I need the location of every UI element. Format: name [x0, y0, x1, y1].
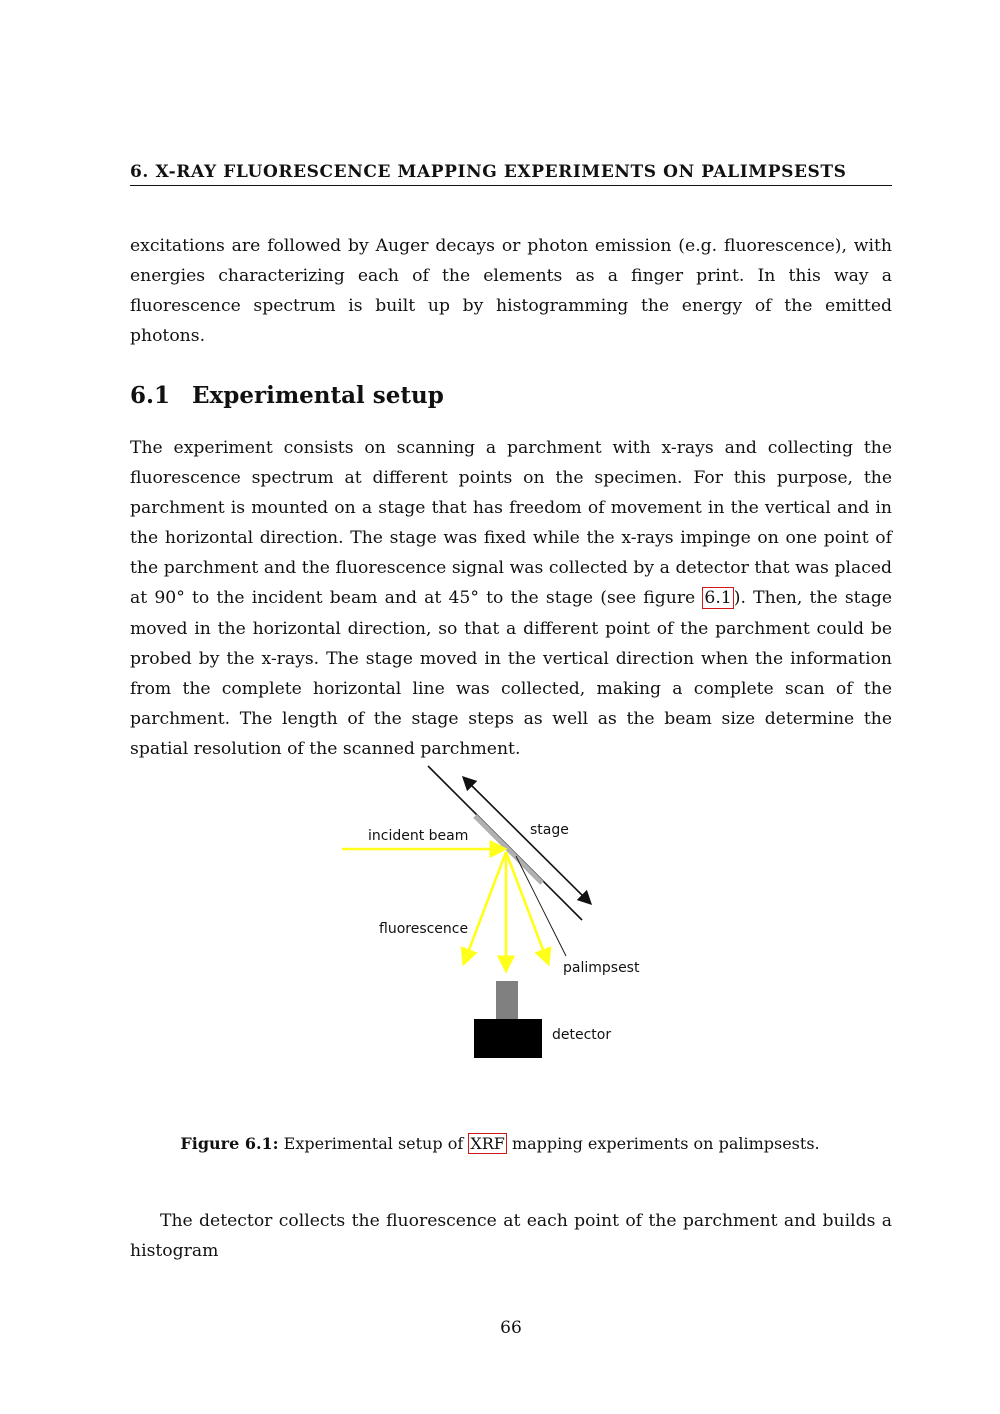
paragraph-setup-part-2: ). Then, the stage moved in the horizontal direction, so that a different point of the parchment could be probed by the x-rays. The stage moved in the vertical direction when the information from the complete horizontal line was collected, making a complete scan of the parchment. The length of the stage steps as well as the beam size determine the spatial resolution of the scanned parchment. — [130, 588, 892, 759]
fluorescence-arrow-left — [464, 852, 506, 963]
running-head: 6. X-RAY FLUORESCENCE MAPPING EXPERIMENTS ON PALIMPSESTS — [130, 160, 892, 186]
figure-setup-diagram — [320, 760, 660, 1070]
figure-reference-link[interactable]: 6.1 — [704, 588, 732, 609]
section-number: 6.1 — [130, 382, 171, 409]
label-incident-beam: incident beam — [368, 828, 469, 844]
section-title: Experimental setup — [192, 382, 444, 409]
label-detector: detector — [552, 1027, 612, 1043]
caption-text-1: Experimental setup of — [278, 1134, 469, 1153]
detector-head — [496, 981, 518, 1019]
label-palimpsest: palimpsest — [563, 960, 640, 976]
caption-text-2: mapping experiments on palimpsests. — [506, 1134, 820, 1153]
paragraph-setup — [130, 433, 892, 764]
section-heading — [130, 380, 444, 412]
page-number: 66 — [500, 1318, 522, 1338]
paragraph-intro-text: excitations are followed by Auger decays or photon emission (e.g. fluorescence), with energies characterizing each of the elements as a finger print. In this way a fluorescence spectrum is built up by histogramming the energy of the emitted photons. — [130, 236, 892, 347]
detector-body — [474, 1019, 542, 1058]
paragraph-detector-text: The detector collects the fluorescence at each point of the parchment and builds a histogram — [130, 1211, 892, 1262]
paragraph-intro — [130, 231, 892, 351]
paragraph-setup-text — [130, 433, 892, 764]
caption-label: Figure 6.1: — [180, 1134, 279, 1153]
figure-caption — [0, 1130, 1000, 1158]
paragraph-detector — [130, 1206, 892, 1266]
acronym-link-xrf[interactable]: XRF — [470, 1134, 505, 1153]
stage-motion-arrow — [464, 778, 590, 903]
label-fluorescence: fluorescence — [379, 921, 469, 937]
setup-diagram-svg — [320, 760, 660, 1070]
label-stage: stage — [530, 822, 569, 838]
paragraph-setup-part-1: The experiment consists on scanning a parchment with x-rays and collecting the fluorescence spectrum at different points on the specimen. For this purpose, the parchment is mounted on a stage that has freedom of movement in the vertical and in the horizontal direction. The stage was fixed while the x-rays impinge on one point of the parchment and the fluorescence signal was collected by a detector that was placed at 90° to the incident beam and at 45° to the stage (see figure — [130, 438, 892, 609]
